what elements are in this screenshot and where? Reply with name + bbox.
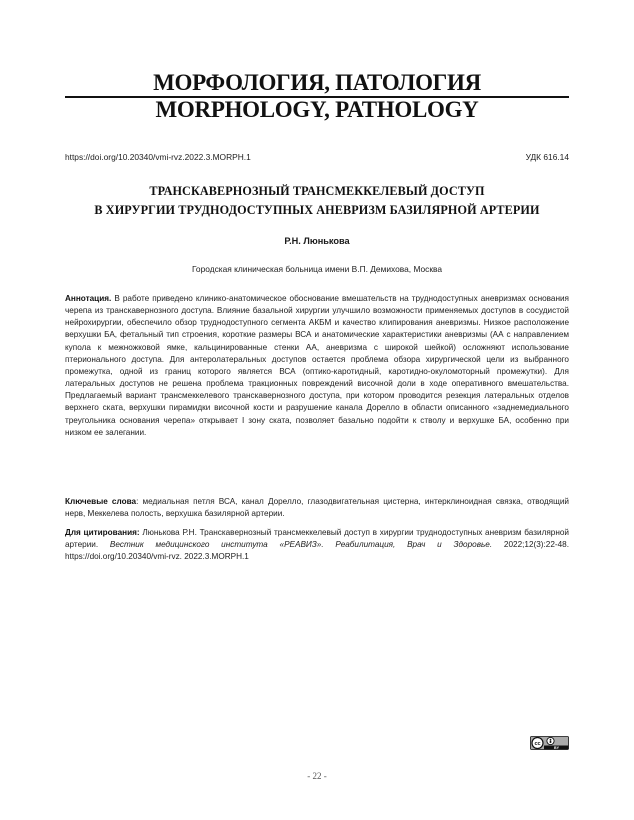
author: Р.Н. Люнькова <box>284 236 350 246</box>
udk-code: УДК 616.14 <box>525 152 569 162</box>
affiliation: Городская клиническая больница имени В.П. Демихова, Москва <box>191 264 443 274</box>
article-title-line2: В ХИРУРГИИ ТРУДНОДОСТУПНЫХ АНЕВРИЗМ БАЗИЛЯРНОЙ АРТЕРИИ <box>94 203 540 217</box>
article-title-line1: ТРАНСКАВЕРНОЗНЫЙ ТРАНСМЕККЕЛЕВЫЙ ДОСТУП <box>149 184 485 198</box>
citation <box>65 527 569 563</box>
abstract-text: В работе приведено клинико-анатомическое обоснование вмешательств на труднодоступных аневризмах основания черепа из транскавернозного доступа. Влияние базальной хирургии улучшило возможности применяемых доступов в сосудистой нейрохирургии, обеспечило обзор труднодоступного сегмента АКБМ и качество клипирования аневризмы. Низкое расположение верхушки БА, фетальный тип строения, короткие размеры ВСА и анатомические характеристики аневризмы (АА с направлением купола к межножковой ямке, кальцинированные стенки АА, аневризма с широкой шейкой) осложняют использование птерионального доступа. Для антеролатеральных доступов остается проблема обзора хирургической цели из выбранного промежутка, одной из границ которого является ВСА (оптико-каротидный, каротидно-окуломоторный промежутки). Для латеральных доступов не решена проблема тракционных повреждений височной доли в ходе оперативного вмешательства. Предлагаемый вариант трансмеккелевого транскавернозного доступа, при котором проводится резекция латеральных отделов верхнего ската, верхушки пирамидки височной кости и разрушение канала Дорелло в области описанного «заднемедиального треугольника основания черепа» открывает I зону ската, позволяет базально подойти к стволу и верхушке БА, особенно при низком ее залегании. <box>65 294 569 437</box>
citation-label: Для цитирования: <box>65 528 140 537</box>
cc-mark: cc <box>534 741 541 747</box>
abstract-label: Аннотация. <box>65 294 112 303</box>
section-heading-ru: МОРФОЛОГИЯ, ПАТОЛОГИЯ <box>153 70 481 95</box>
keywords-label: Ключевые слова <box>65 497 137 506</box>
keywords-text: : медиальная петля ВСА, канал Дорелло, глазодвигательная цистерна, интерклиноидная связка, отводящий нерв, Меккелева полость, верхушка базилярной артерии. <box>65 497 569 519</box>
doi-link[interactable]: https://doi.org/10.20340/vmi-rvz.2022.3.MORPH.1 <box>65 152 251 162</box>
abstract <box>65 293 569 439</box>
citation-ref: 2022;12(3):22-48. https://doi.org/10.20340/vmi-rvz. 2022.3.MORPH.1 <box>65 540 569 562</box>
keywords <box>65 496 569 520</box>
section-heading-en: MORPHOLOGY, PATHOLOGY <box>155 97 479 122</box>
page-number: - 22 - <box>307 771 327 781</box>
citation-text: Люнькова Р.Н. Транскавернозный трансмеккелевый доступ в хирургии труднодоступных аневризм базилярной артерии. <box>65 528 569 550</box>
cc-by-license-icon[interactable] <box>530 736 569 750</box>
citation-journal: Вестник медицинского института «РЕАВИЗ». Реабилитация, Врач и Здоровье. <box>109 540 493 550</box>
by-mark: BY <box>554 745 559 750</box>
